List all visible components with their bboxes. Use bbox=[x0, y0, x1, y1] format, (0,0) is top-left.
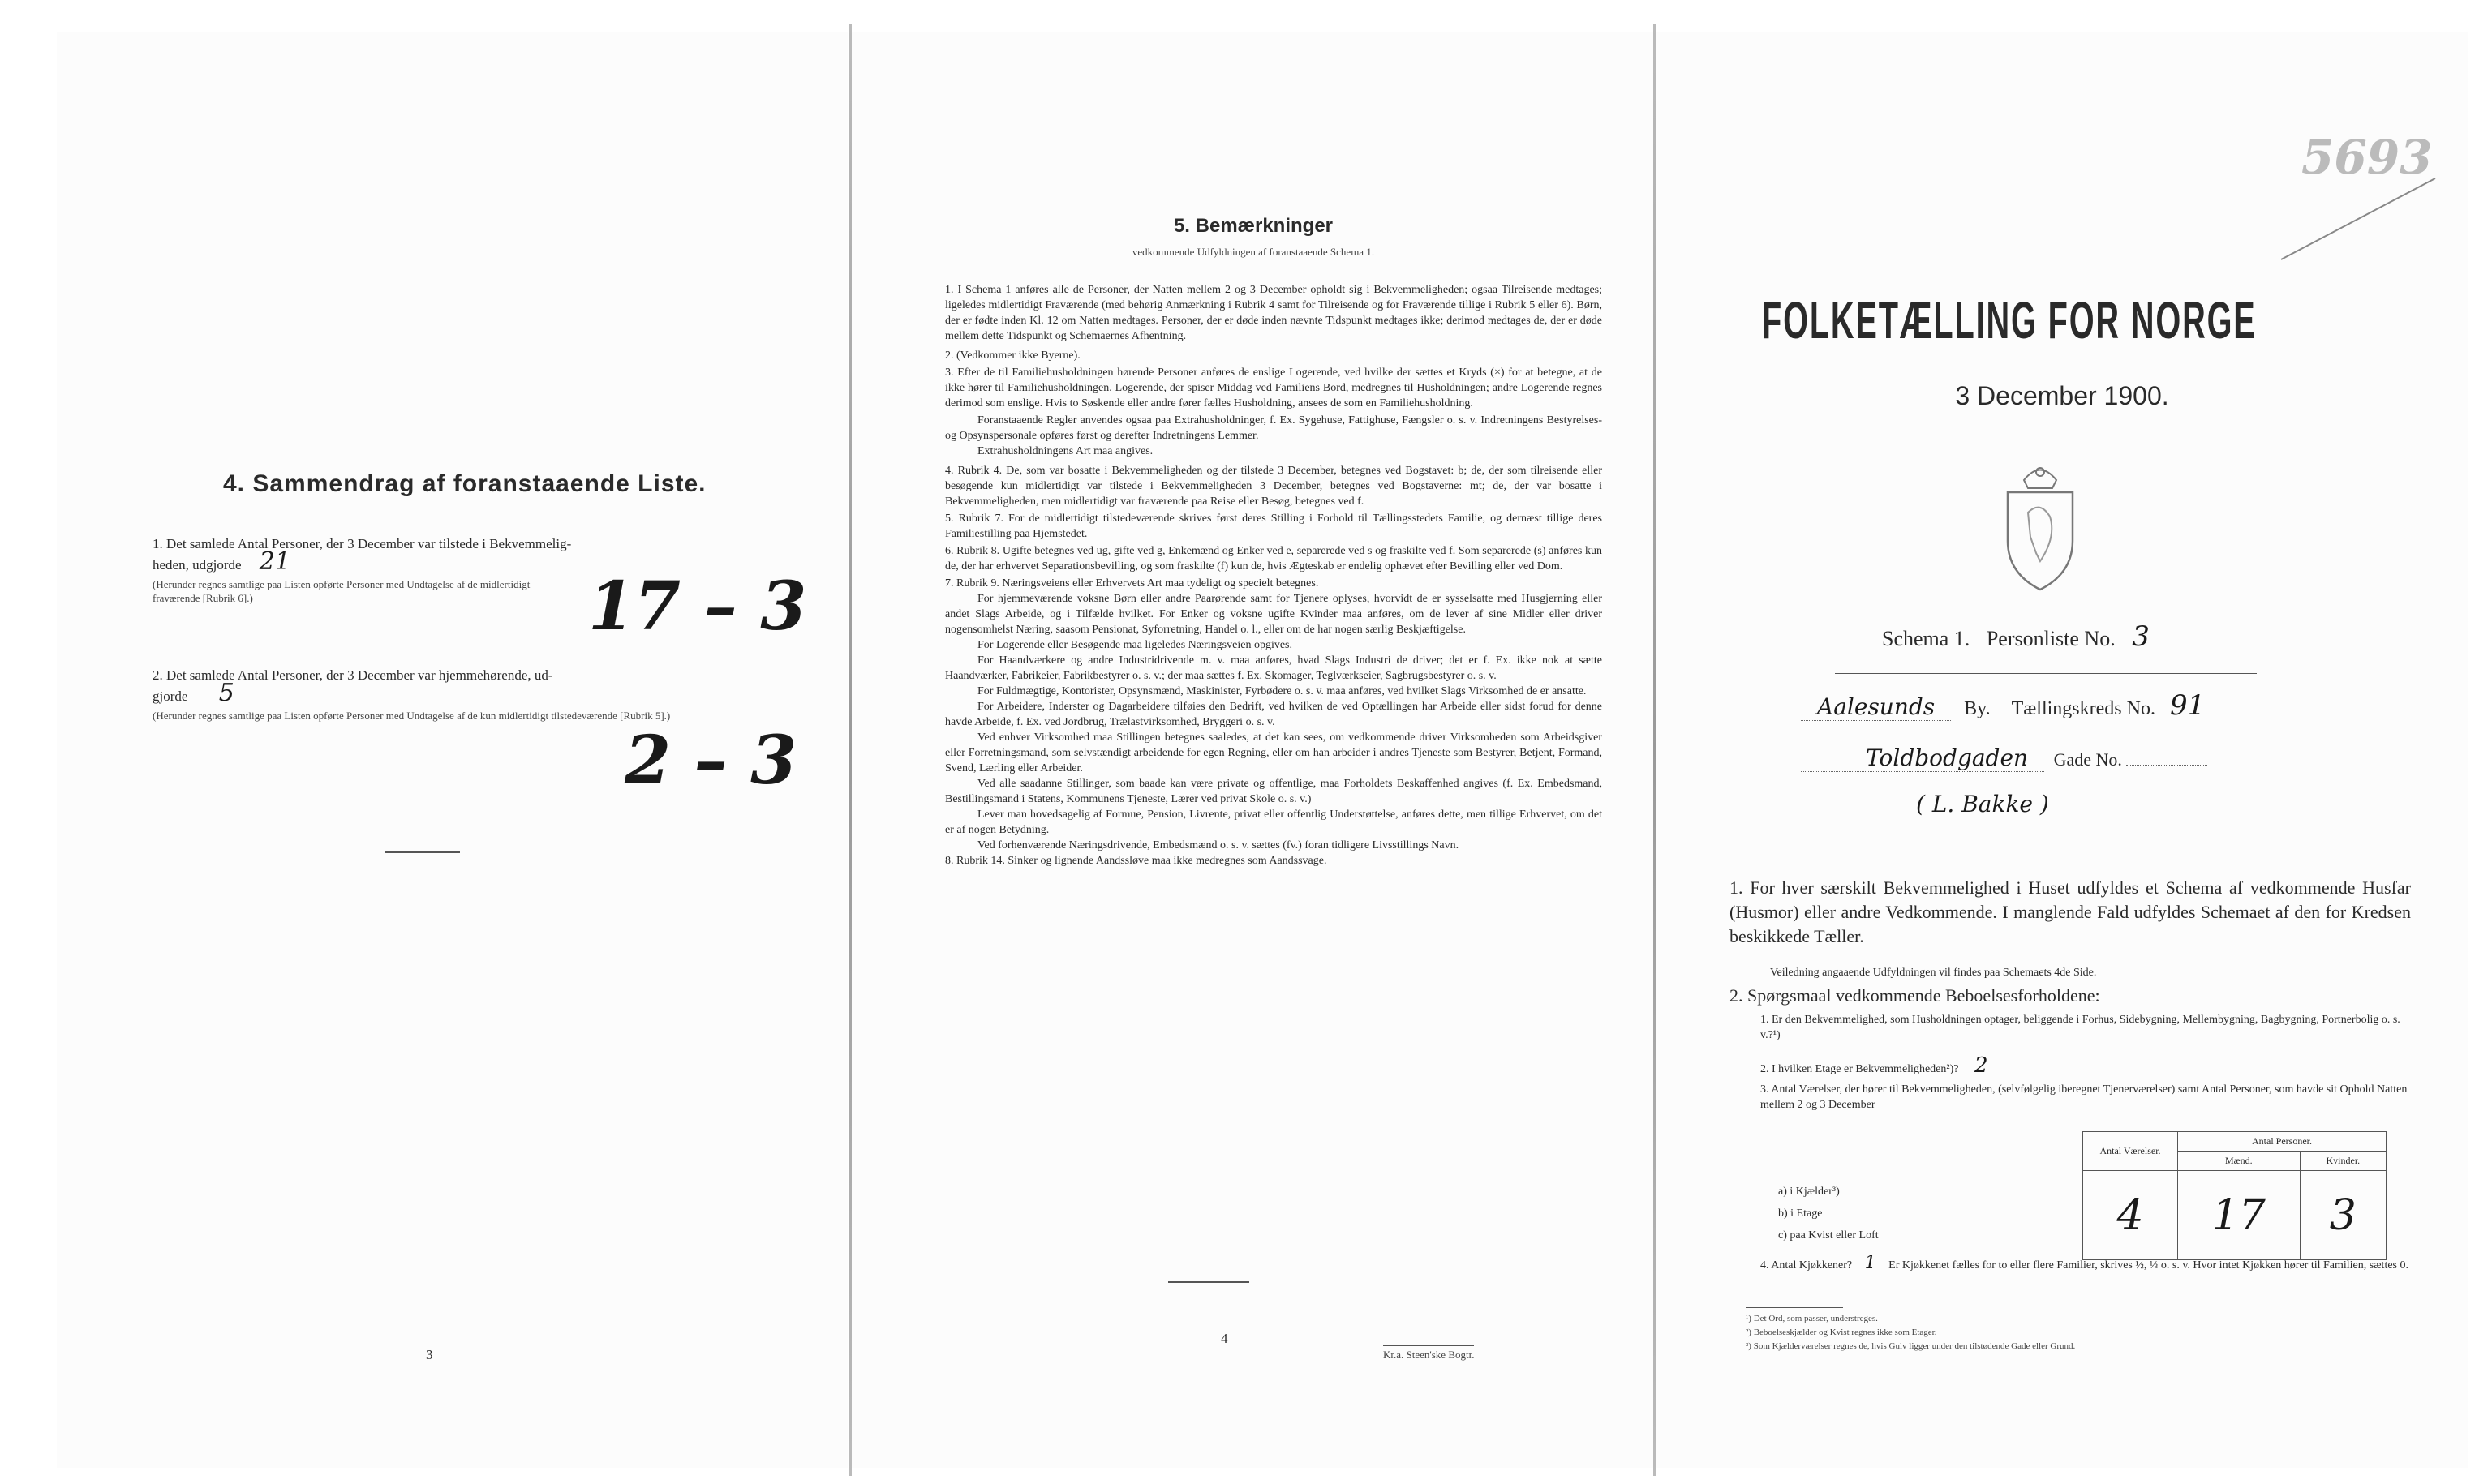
footnote-1: ¹) Det Ord, som passer, understreges. bbox=[1746, 1314, 1878, 1323]
remark-paragraph: For Haandværkere og andre Industridrivende m. v. maa anføres, hvad Slags Industri de driver; det er f. Ex. ikke nok at sætte Haandværker, Fabrikeier, Fabrikbestyrer o. s. v.; der maa sættes f. Ex. Skomager, Teglværkseier, Sagbrugsbestyrer o. s. v. bbox=[945, 654, 1602, 682]
remark-paragraph: Foranstaaende Regler anvendes ogsaa paa Extrahusholdninger, f. Ex. Sygehuse, Fattighuse, Fængsler o. s. v. Indretningens Bestyrelses- og Opsynspersonale opføres først og derefter Indretningens Lemmer. bbox=[945, 414, 1602, 442]
remark-paragraph: 8. Rubrik 14. Sinker og lignende Aandssløve maa ikke medregnes som Aandssvage. bbox=[945, 855, 1327, 867]
right-page bbox=[1656, 32, 2468, 1468]
rooms-count: 4 bbox=[2083, 1171, 2178, 1260]
item1-value: 21 bbox=[259, 547, 290, 576]
section-1-note: Veiledning angaaende Udfyldningen vil findes paa Schemaets 4de Side. bbox=[1770, 967, 2097, 979]
question-2: 2. I hvilken Etage er Bekvemmeligheden²)? bbox=[1760, 1063, 1959, 1075]
pencil-stroke-mark bbox=[2281, 170, 2443, 268]
question-4: 4. Antal Kjøkkener? bbox=[1760, 1259, 1853, 1272]
street-handwritten: Toldbodgaden bbox=[1801, 744, 2044, 772]
remarks-body bbox=[945, 282, 1602, 869]
item1-handwritten: 17 – 3 bbox=[588, 568, 807, 645]
item2-note: (Herunder regnes samtlige paa Listen opførte Personer med Undtagelse af de kun midlertidigt tilstedeværende [Rubrik 5].) bbox=[153, 710, 671, 722]
row-a-label: a) i Kjælder³) bbox=[1778, 1186, 1840, 1198]
remark-paragraph: 4. Rubrik 4. De, som var bosatte i Bekvemmeligheden og der tilstede 3 December, betegnes ved Bogstavet: b; de, der som tilreisende eller besøgende kun midlertidigt var tilstede i Bekvemmeligheden 3 December, betegnes ved Bogstaverne: mt; de, der var bosatte i Bekvemmeligheden, men midlertidigt var fraværende paa Reise eller Besøg, betegnes ved f. bbox=[945, 465, 1602, 508]
remark-paragraph: 2. (Vedkommer ikke Byerne). bbox=[945, 350, 1081, 362]
kreds-label: Tællingskreds No. bbox=[2011, 698, 2155, 719]
remark-paragraph: Ved alle saadanne Stillinger, som baade kan være private og offentlige, maa Forholdets Beskaffenhed angives (f. Ex. Embedsmand, Bestillingsmand i Statens, Kommunens Tjeneste, Lærer ved privat Skole o. s. v.) bbox=[945, 778, 1602, 805]
item2-handwritten: 2 – 3 bbox=[625, 722, 797, 800]
remark-paragraph: 6. Rubrik 8. Ugifte betegnes ved ug, gifte ved g, Enkemænd og Enker ved e, separerede ved s og fraskilte ved f. Som separerede (s) anføres kun de, der har erhvervet Separationsbevilling, og som fraskilte (f) kun de, hvis Ægteskab er endelig ophævet efter Bevilling eller ved Dom. bbox=[945, 545, 1602, 573]
question-2-handwritten: 2 bbox=[1974, 1053, 1988, 1078]
col-men-header: Mænd. bbox=[2178, 1152, 2301, 1171]
item2-line2: gjorde bbox=[153, 688, 188, 704]
remark-paragraph: 3. Efter de til Familiehusholdningen hørende Personer anføres de enslige Logerende, ved hvilke der sættes et Kryds (×) for at betegne, at de ikke hører til Familiehusholdningen. Logerende, der spiser Middag ved Familiens Bord, medregnes til Husholdningen; andre Logerende regnes derimod som enslige. Hvis to Søskende eller andre fører fælles Husholdning, ansees de som en Familiehusholdning. bbox=[945, 367, 1602, 410]
footnote-3: ³) Som Kjælderværelser regnes de, hvis Gulv ligger under den tilstødende Gade eller Grund. bbox=[1746, 1341, 2076, 1351]
remark-paragraph: For Arbeidere, Inderster og Dagarbeidere tilføies den Bedrift, ved hvilken de ved Optællingen har Arbeide eller sidst forud for denne havde Arbeide, f. Ex. ved Jordbrug, Trælastvirksomhed, Bryggeri o. s. v. bbox=[945, 701, 1602, 728]
item1-line1: 1. Det samlede Antal Personer, der 3 December var tilstede i Bekvemmelig- bbox=[153, 536, 572, 551]
item1-note: (Herunder regnes samtlige paa Listen opførte Personer med Undtagelse af de midlertidigt fraværende [Rubrik 6].) bbox=[153, 578, 531, 604]
section-2: 2. Spørgsmaal vedkommende Beboelsesforholdene: bbox=[1729, 985, 2100, 1006]
women-count: 3 bbox=[2300, 1171, 2386, 1260]
remark-paragraph: For Logerende eller Besøgende maa ligeledes Næringsveien opgives. bbox=[977, 639, 1292, 651]
question-3: 3. Antal Værelser, der hører til Bekvemmeligheden, (selvfølgelig iberegnet Tjenerværelser) samt Antal Personer, som havde sit Ophold Natten mellem 2 og 3 December bbox=[1760, 1083, 2408, 1111]
remark-paragraph: Ved enhver Virksomhed maa Stillingen betegnes saaledes, at det kan sees, om vedkommende driver Virksomheden som Arbeidsgiver eller Forretningsmand, som selvstændigt arbeidende for egen Regning, eller om han arbeider i andres Tjeneste som Bestyrer, Betjent, Formand, Svend, Lærling eller Arbeider. bbox=[945, 731, 1602, 774]
remark-paragraph: Extrahusholdningens Art maa angives. bbox=[977, 445, 1154, 457]
footnote-2: ²) Beboelseskjælder og Kvist regnes ikke som Etager. bbox=[1746, 1327, 1937, 1337]
remark-paragraph: Lever man hovedsagelig af Formue, Pension, Livrente, privat eller offentlig Understøttelse, anføres dette, men tillige Erhvervet, om det er af nogen Betydning. bbox=[945, 808, 1602, 836]
remark-paragraph: 1. I Schema 1 anføres alle de Personer, der Natten mellem 2 og 3 December opholdt sig i Bekvemmeligheden; ogsaa Tilreisende medtages; ligeledes midlertidigt Fraværende (med behørig Anmærkning i Rubrik 4 samt for Tilreisende og for Fraværende tillige i Rubrik 5 eller 6). Børn, der er fødte inden Kl. 12 om Natten medtages. Personer, der er døde inden nævnte Tidspunkt medtages ikke; derimod medtages de, der er døde mellem dette Tidspunkt og Schemaernes Afhentning. bbox=[945, 284, 1602, 342]
remark-paragraph: 7. Rubrik 9. Næringsveiens eller Erhvervets Art maa tydeligt og specielt betegnes. bbox=[945, 577, 1319, 590]
men-count: 17 bbox=[2178, 1171, 2301, 1260]
town-handwritten: Aalesunds bbox=[1801, 693, 1951, 721]
question-4-handwritten: 1 bbox=[1864, 1253, 1876, 1273]
by-label: By. bbox=[1964, 698, 1991, 719]
schema-rule bbox=[1835, 673, 2257, 674]
extra-handwritten: ( L. Bakke ) bbox=[1916, 791, 2049, 817]
personliste-number: 3 bbox=[2132, 620, 2150, 653]
census-title: FOLKETÆLLING FOR NORGE bbox=[1762, 291, 2257, 350]
street-line bbox=[1801, 746, 2369, 772]
question-4-line bbox=[1760, 1255, 2425, 1273]
remark-paragraph: For hjemmeværende voksne Børn eller andre Paarørende samt for Tjenere oplyses, hvorvidt de er sysselsatte med Husgjerning eller andet Slags Arbeide, og i Tilfælde hvilket. For Enker og voksne ugifte Kvinder maa anføres, om de lever af sine Midler eller driver nogensomhelst Næring, saasom Pensionat, Syforretning, Handel o. l., eller om de har nogen særlig Beskjæftigelse. bbox=[945, 593, 1602, 636]
middle-page bbox=[852, 32, 1655, 1468]
question-4-rest: Er Kjøkkenet fælles for to eller flere Familier, skrives ½, ⅓ o. s. v. Hvor intet Kjøkken hører til Familien, sættes 0. bbox=[1888, 1259, 2408, 1272]
footnote-rule bbox=[1746, 1307, 1843, 1308]
row-b-label: b) i Etage bbox=[1778, 1207, 1823, 1220]
question-1: 1. Er den Bekvemmelighed, som Husholdningen optager, beliggende i Forhus, Sidebygning, Mellembygning, Bagbygning, Portnerbolig o. s. v.?¹) bbox=[1760, 1014, 2400, 1041]
schema-label: Schema 1. bbox=[1882, 627, 1970, 650]
summary-item-2 bbox=[153, 667, 834, 723]
gade-label: Gade No. bbox=[2053, 749, 2122, 770]
remarks-subheading: vedkommende Udfyldningen af foranstaaende Schema 1. bbox=[1132, 246, 1375, 258]
left-page-number: 3 bbox=[426, 1347, 433, 1362]
item2-line1: 2. Det samlede Antal Personer, der 3 December var hjemmehørende, ud- bbox=[153, 667, 553, 683]
item1-line2: heden, udgjorde bbox=[153, 557, 242, 573]
col-persons-header: Antal Personer. bbox=[2178, 1132, 2387, 1152]
remark-paragraph: 5. Rubrik 7. For de midlertidigt tilstedeværende skrives først deres Stilling i Forhold til Tællingsstedets Familie, og dernæst tillige deres Familiestilling paa Hjemstedet. bbox=[945, 513, 1602, 540]
section-1: 1. For hver særskilt Bekvemmelighed i Huset udfyldes et Schema af vedkommende Husfar (Husmor) eller andre Vedkommende. I manglende Fald udfyldes Schemaet af den for Kredsen beskikkede Tæller. bbox=[1729, 877, 2411, 946]
left-divider bbox=[385, 851, 460, 853]
row-c-label: c) paa Kvist eller Loft bbox=[1778, 1229, 1879, 1242]
left-page bbox=[57, 32, 848, 1468]
schema-line bbox=[1882, 620, 2150, 653]
question-2-line bbox=[1760, 1053, 2247, 1078]
remark-paragraph: Ved forhenværende Næringsdrivende, Embedsmænd o. s. v. sættes (fv.) foran tidligere Livsstillings Navn. bbox=[977, 839, 1459, 851]
kreds-number: 91 bbox=[2169, 689, 2206, 722]
remarks-heading: 5. Bemærkninger bbox=[1173, 215, 1334, 237]
item2-value: 5 bbox=[218, 679, 234, 707]
middle-page-number: 4 bbox=[1221, 1331, 1228, 1346]
census-date: 3 December 1900. bbox=[1955, 381, 2169, 410]
town-line bbox=[1801, 689, 2434, 722]
counts-table bbox=[2082, 1131, 2387, 1260]
archive-number: 5693 bbox=[2301, 130, 2433, 185]
footnotes bbox=[1746, 1312, 2411, 1353]
middle-divider bbox=[1168, 1281, 1249, 1283]
personliste-label: Personliste No. bbox=[1986, 627, 2116, 650]
col-rooms-header: Antal Værelser. bbox=[2083, 1132, 2178, 1171]
col-women-header: Kvinder. bbox=[2300, 1152, 2386, 1171]
printer-mark: Kr.a. Steen'ske Bogtr. bbox=[1383, 1345, 1474, 1362]
remark-paragraph: For Fuldmægtige, Kontorister, Opsynsmænd, Maskinister, Fyrbødere o. s. v. maa anføres, ved hvilket Slags Virksomhed de er ansatte. bbox=[977, 685, 1587, 697]
coat-of-arms-icon bbox=[1991, 456, 2089, 594]
summary-heading: 4. Sammendrag af foranstaaende Liste. bbox=[223, 470, 707, 497]
